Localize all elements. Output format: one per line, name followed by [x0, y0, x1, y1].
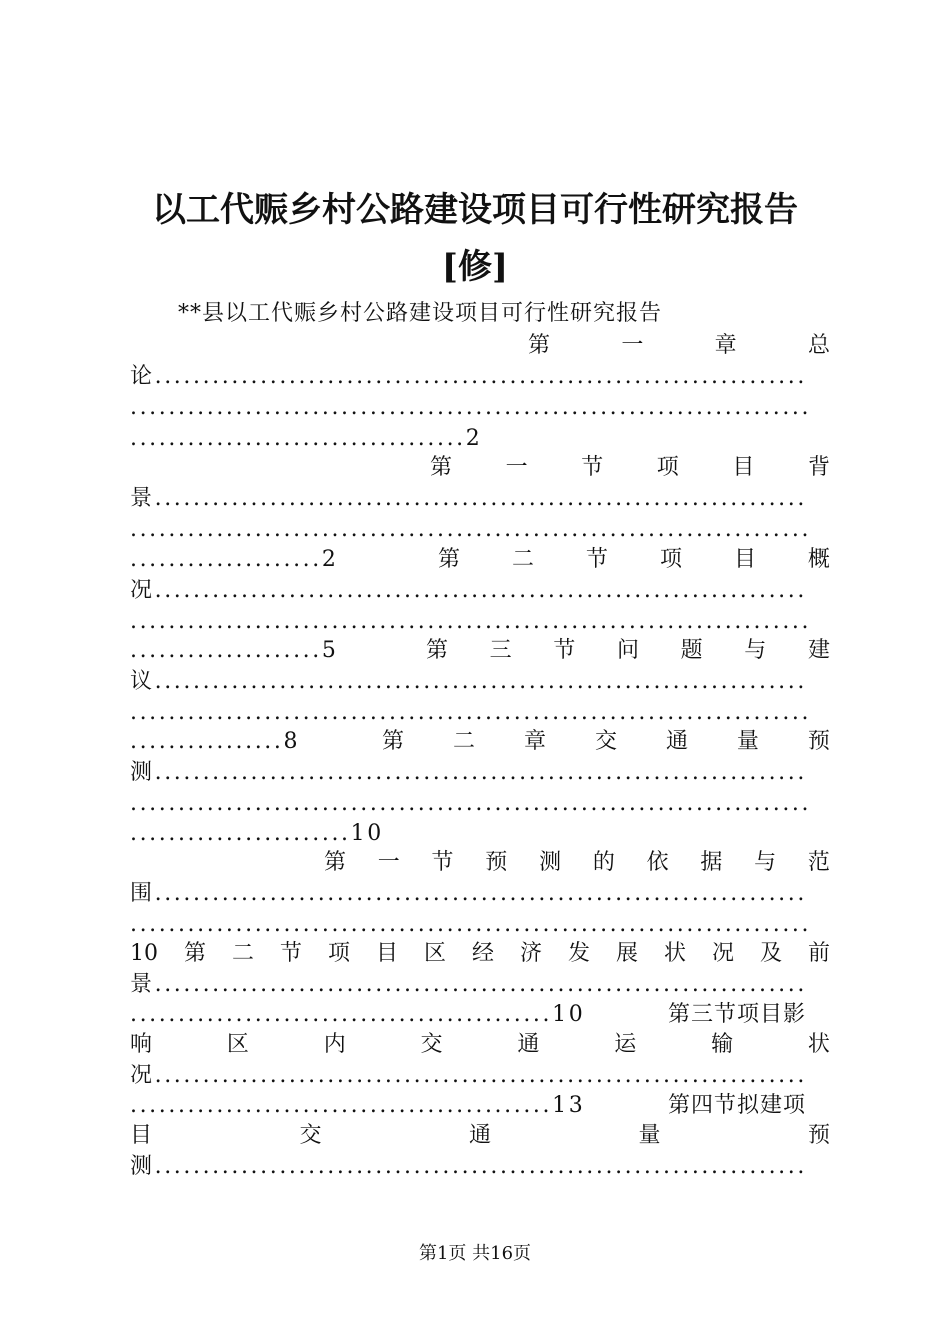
toc-s24-head: 目 交 通 量 预 — [130, 1123, 830, 1148]
toc-s13-end: ................8 第 二 章 交 通 量 预 — [130, 729, 830, 754]
toc-s22-leader-1: 景.................................................................... — [130, 972, 807, 997]
toc-s23-end: ............................................13 第四节拟建项 — [130, 1093, 807, 1118]
toc-s23-head: 响 区 内 交 通 运 输 状 — [130, 1032, 830, 1057]
toc-s21-leader-1: 围.................................................................... — [130, 881, 807, 906]
toc-ch1-leader-2: ....................................................................... — [130, 395, 812, 420]
toc-s22-end: ............................................10 第三节项目影 — [130, 1002, 807, 1027]
toc-ch1-leader-1: 论.................................................................... — [130, 364, 807, 389]
toc-s11-leader-2: ....................................................................... — [130, 517, 812, 542]
toc-ch1-head: 第 一 章 总 — [528, 333, 830, 358]
document-title: 以工代赈乡村公路建设项目可行性研究报告 — [152, 190, 798, 230]
toc-s11-head: 第 一 节 项 目 背 — [430, 455, 830, 480]
document-title-suffix: [修] — [441, 247, 509, 287]
page-footer: 第1页 共16页 — [418, 1243, 532, 1264]
document-subtitle: **县以工代赈乡村公路建设项目可行性研究报告 — [178, 301, 663, 326]
toc-s24-leader-1: 测.................................................................... — [130, 1154, 807, 1179]
toc-s11-leader-1: 景.................................................................... — [130, 486, 807, 511]
toc-s12-leader-1: 况.................................................................... — [130, 578, 807, 603]
toc-ch2-leader-1: 测.................................................................... — [130, 760, 807, 785]
toc-s11-end: ....................2 第 二 节 项 目 概 — [130, 547, 830, 572]
toc-ch2-leader-3: .......................10 — [130, 821, 384, 846]
toc-s21-head: 第 一 节 预 测 的 依 据 与 范 — [324, 850, 830, 875]
toc-s13-leader-2: ....................................................................... — [130, 700, 812, 725]
toc-s21-end: 10 第 二 节 项 目 区 经 济 发 展 状 况 及 前 — [130, 941, 830, 966]
toc-s21-leader-2: ....................................................................... — [130, 912, 812, 937]
toc-ch2-leader-2: ....................................................................... — [130, 791, 812, 816]
toc-s12-end: ....................5 第 三 节 问 题 与 建 — [130, 638, 830, 663]
toc-s23-leader-1: 况.................................................................... — [130, 1063, 807, 1088]
toc-s12-leader-2: ....................................................................... — [130, 609, 812, 634]
toc-ch1-leader-3: ...................................2 — [130, 426, 483, 451]
toc-s13-leader-1: 议.................................................................... — [130, 669, 807, 694]
